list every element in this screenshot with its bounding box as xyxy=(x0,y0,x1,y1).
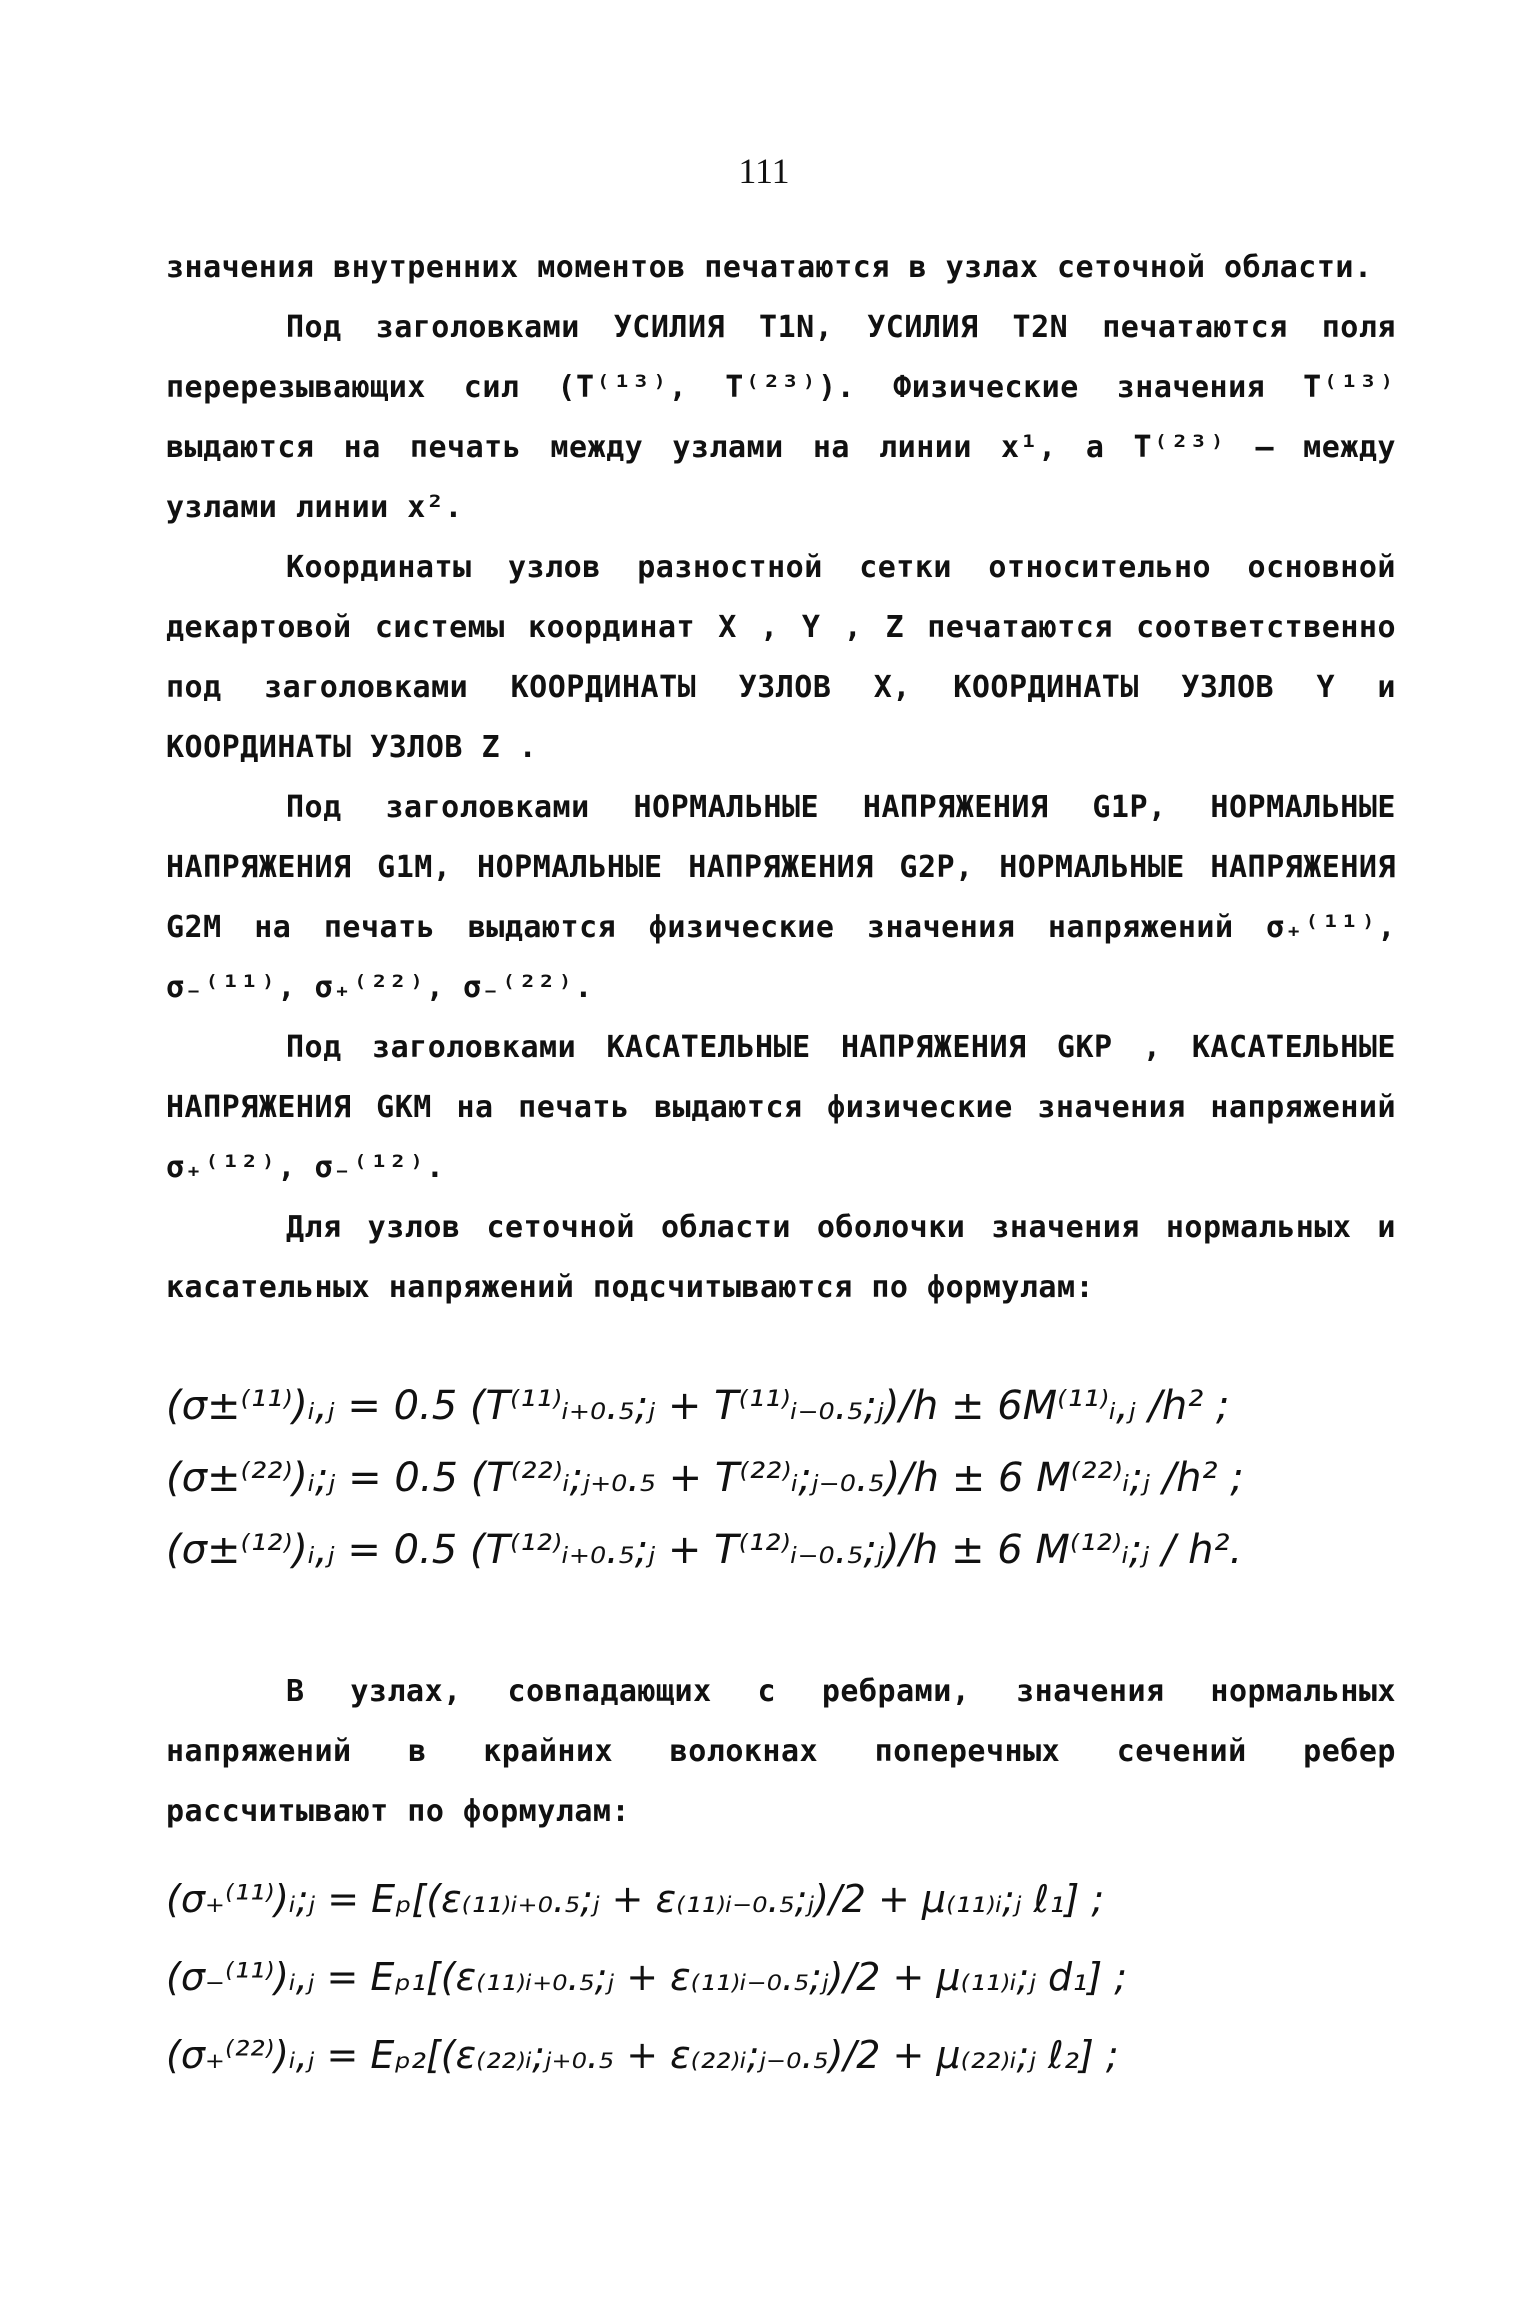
paragraph-moments: значения внутренних моментов печатаются в узлах сеточной области. xyxy=(166,250,1373,285)
body-text-upper xyxy=(166,238,1396,1318)
formula-rib-sigma-11-plus: (σ₊⁽¹¹⁾)ᵢ;ⱼ = Eₚ[(ε₍₁₁₎ᵢ₊₀.₅;ⱼ + ε₍₁₁₎ᵢ₋₀.₅;ⱼ)/2 + μ₍₁₁₎ᵢ;ⱼ ℓ₁] ; xyxy=(166,1877,1105,1921)
paragraph-coordinates: Координаты узлов разностной сетки относительно основной декартовой системы координат X , Y , Z печатаются соответственно под заголовками КООРДИНАТЫ УЗЛОВ X, КООРДИНАТЫ УЗЛОВ Y и КООРДИНАТЫ УЗЛОВ Z . xyxy=(166,550,1396,765)
paragraph-tangential-stresses: Под заголовками КАСАТЕЛЬНЫЕ НАПРЯЖЕНИЯ GKP , КАСАТЕЛЬНЫЕ НАПРЯЖЕНИЯ GKM на печать выдаются физические значения напряжений σ₊⁽¹²⁾, σ₋⁽¹²⁾. xyxy=(166,1030,1396,1185)
paragraph-shear-forces: Под заголовками УСИЛИЯ T1N, УСИЛИЯ T2N печатаются поля перерезывающих сил (T⁽¹³⁾, T⁽²³⁾). Физические значения T⁽¹³⁾ выдаются на печать между узлами на линии x¹, а T⁽²³⁾ – между узлами линии x². xyxy=(166,310,1396,525)
page-number: 111 xyxy=(738,151,790,191)
formula-rib-sigma-11-minus: (σ₋⁽¹¹⁾)ᵢ,ⱼ = Eₚ₁[(ε₍₁₁₎ᵢ₊₀.₅;ⱼ + ε₍₁₁₎ᵢ₋₀.₅;ⱼ)/2 + μ₍₁₁₎ᵢ;ⱼ d₁] ; xyxy=(166,1955,1128,1999)
paragraph-ribs: В узлах, совпадающих с ребрами, значения нормальных напряжений в крайних волокнах поперечных сечений ребер рассчитывают по формулам: xyxy=(166,1674,1396,1829)
formula-group-ribs xyxy=(166,1860,1396,2094)
paragraph-normal-stresses: Под заголовками НОРМАЛЬНЫЕ НАПРЯЖЕНИЯ G1P, НОРМАЛЬНЫЕ НАПРЯЖЕНИЯ G1M, НОРМАЛЬНЫЕ НАПРЯЖЕНИЯ G2P, НОРМАЛЬНЫЕ НАПРЯЖЕНИЯ G2M на печать выдаются физические значения напряжений σ₊⁽¹¹⁾, σ₋⁽¹¹⁾, σ₊⁽²²⁾, σ₋⁽²²⁾. xyxy=(166,790,1396,1005)
formula-sigma-11: (σ±⁽¹¹⁾)ᵢ,ⱼ = 0.5 (T⁽¹¹⁾ᵢ₊₀.₅;ⱼ + T⁽¹¹⁾ᵢ₋₀.₅;ⱼ)/h ± 6M⁽¹¹⁾ᵢ,ⱼ /h² ; xyxy=(166,1383,1230,1429)
formula-rib-sigma-22-plus: (σ₊⁽²²⁾)ᵢ,ⱼ = Eₚ₂[(ε₍₂₂₎ᵢ;ⱼ₊₀.₅ + ε₍₂₂₎ᵢ;ⱼ₋₀.₅)/2 + μ₍₂₂₎ᵢ;ⱼ ℓ₂] ; xyxy=(166,2033,1119,2077)
paragraph-formula-intro: Для узлов сеточной области оболочки значения нормальных и касательных напряжений подсчитываются по формулам: xyxy=(166,1210,1396,1305)
formula-sigma-22: (σ±⁽²²⁾)ᵢ;ⱼ = 0.5 (T⁽²²⁾ᵢ;ⱼ₊₀.₅ + T⁽²²⁾ᵢ;ⱼ₋₀.₅)/h ± 6 M⁽²²⁾ᵢ;ⱼ /h² ; xyxy=(166,1455,1244,1501)
formula-group-shell xyxy=(166,1370,1396,1586)
formula-sigma-12: (σ±⁽¹²⁾)ᵢ,ⱼ = 0.5 (T⁽¹²⁾ᵢ₊₀.₅;ⱼ + T⁽¹²⁾ᵢ₋₀.₅;ⱼ)/h ± 6 M⁽¹²⁾ᵢ;ⱼ / h². xyxy=(166,1527,1243,1573)
